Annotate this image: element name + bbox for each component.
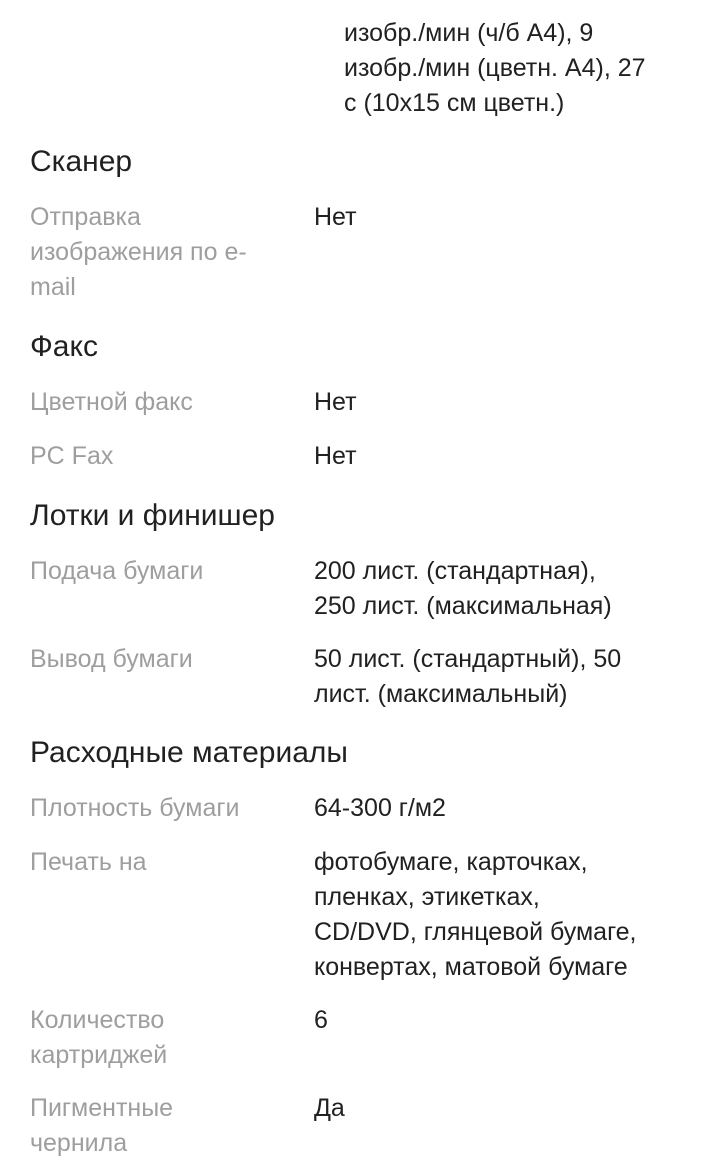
section-scanner bbox=[0, 142, 720, 305]
section-title: Факс bbox=[30, 330, 98, 363]
spec-label: PC Fax bbox=[30, 442, 114, 470]
spec-label: Подача бумаги bbox=[30, 557, 204, 585]
section-trays-finisher bbox=[0, 496, 720, 712]
section-fax bbox=[0, 327, 720, 474]
spec-value: Нет bbox=[314, 203, 357, 231]
spec-label: Количество картриджей bbox=[30, 1006, 168, 1069]
spec-row-pigment-ink bbox=[0, 1091, 720, 1161]
spec-row-email-send bbox=[0, 200, 720, 305]
spec-row-paper-output bbox=[0, 642, 720, 712]
spec-value: 6 bbox=[314, 1006, 328, 1034]
spec-row-color-fax bbox=[0, 385, 720, 420]
value-line: изобр./мин (цветн. А4), 27 bbox=[344, 54, 646, 82]
spec-label: Вывод бумаги bbox=[30, 645, 193, 673]
value-line: с (10x15 см цветн.) bbox=[344, 89, 565, 117]
section-title: Расходные материалы bbox=[30, 736, 348, 769]
spec-label: Пигментные чернила bbox=[30, 1094, 174, 1157]
spec-value: 64-300 г/м2 bbox=[314, 794, 446, 822]
spec-row-paper-weight bbox=[0, 791, 720, 826]
spec-label: Печать на bbox=[30, 848, 147, 876]
spec-row-paper-input bbox=[0, 554, 720, 624]
spec-row-cartridge-count bbox=[0, 1003, 720, 1073]
spec-row-print-media bbox=[0, 845, 720, 985]
spec-row-pc-fax bbox=[0, 439, 720, 474]
spec-value: Да bbox=[314, 1094, 345, 1122]
spec-value: 50 лист. (стандартный), 50 лист. (максимальный) bbox=[314, 645, 622, 708]
spec-label: Цветной факс bbox=[30, 388, 193, 416]
section-title: Сканер bbox=[30, 145, 133, 178]
spec-value: фотобумаге, карточках, пленках, этикетках, CD/DVD, глянцевой бумаге, конвертах, матовой бумаге bbox=[314, 848, 637, 981]
section-title: Лотки и финишер bbox=[30, 499, 275, 532]
section-consumables bbox=[0, 733, 720, 1161]
spec-value: 200 лист. (стандартная), 250 лист. (максимальная) bbox=[314, 557, 612, 620]
spec-label: Плотность бумаги bbox=[30, 794, 240, 822]
value-line: изобр./мин (ч/б А4), 9 bbox=[344, 19, 594, 47]
spec-value: Нет bbox=[314, 388, 357, 416]
spec-value: Нет bbox=[314, 442, 357, 470]
print-speed-value-continued bbox=[344, 16, 694, 121]
spec-label: Отправка изображения по e- mail bbox=[30, 203, 247, 301]
